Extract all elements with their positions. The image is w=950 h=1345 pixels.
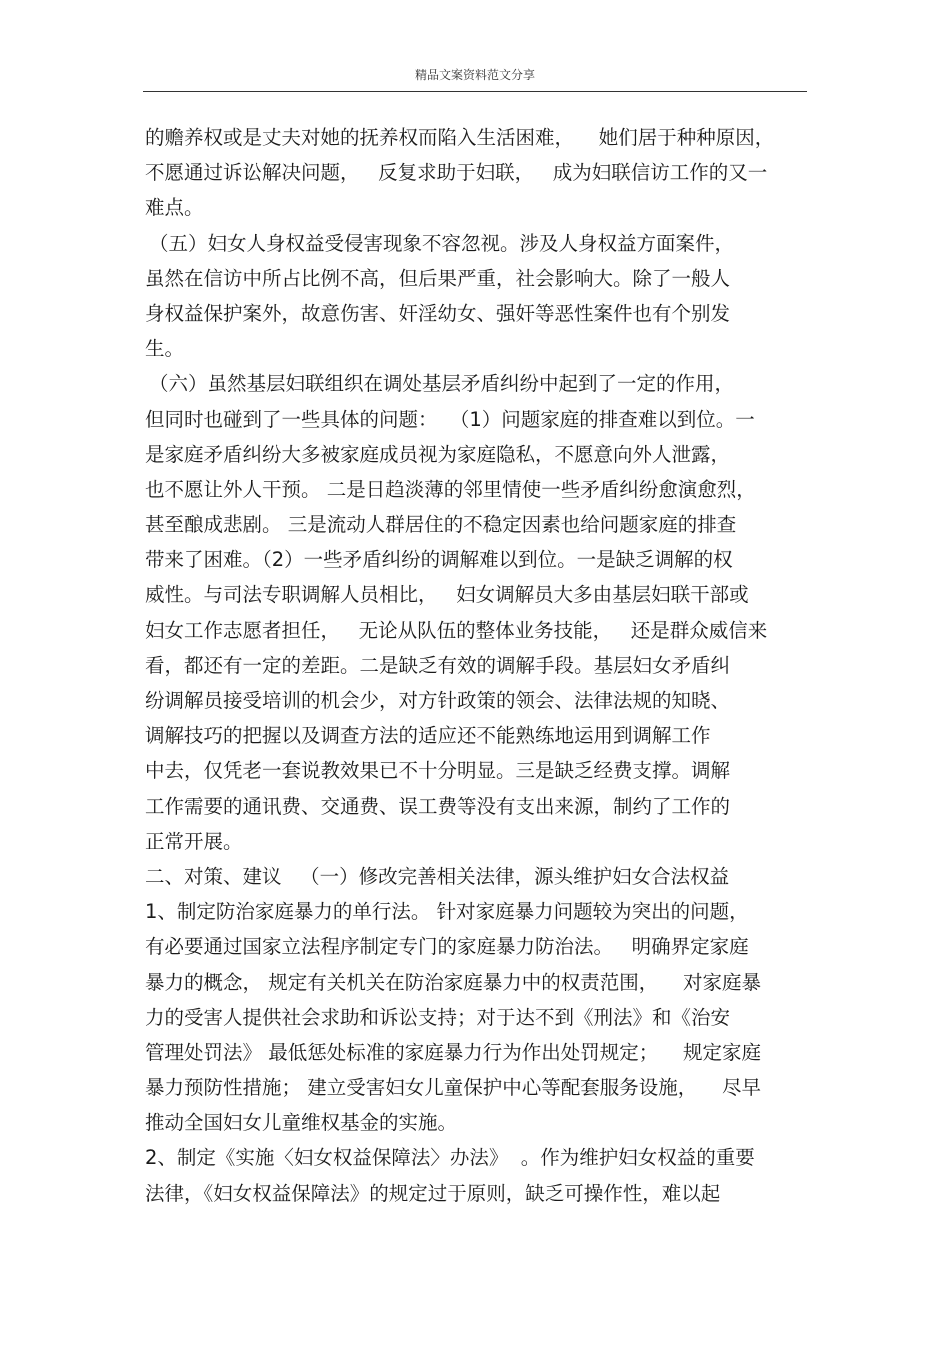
text-line: 工作需要的通讯费、交通费、误工费等没有支出来源，制约了工作的 bbox=[145, 794, 731, 818]
text-line: 管理处罚法》 最低惩处标准的家庭暴力行为作出处罚规定； 规定家庭 bbox=[145, 1040, 761, 1064]
text-line: 甚至酿成悲剧。 三是流动人群居住的不稳定因素也给问题家庭的排查 bbox=[145, 513, 737, 537]
text-line: 纷调解员接受培训的机会少，对方针政策的领会、法律法规的知晓、 bbox=[145, 689, 731, 712]
text-line: 也不愿让外人干预。 二是日趋淡薄的邻里情使一些矛盾纠纷愈演愈烈， bbox=[145, 477, 756, 501]
text-line: 带来了困难。（2）一些矛盾纠纷的调解难以到位。一是缺乏调解的权 bbox=[145, 548, 733, 572]
text-line: 正常开展。 bbox=[145, 829, 243, 853]
section-heading-line: （五）妇女人身权益受侵害现象不容忽视。涉及人身权益方面案件， bbox=[149, 231, 735, 255]
text-line: 但同时也碰到了一些具体的问题： （1）问题家庭的排查难以到位。一 bbox=[145, 407, 755, 431]
text-line: 的赡养权或是丈夫对她的抚养权而陷入生活困难， 她们居于种种原因， bbox=[145, 126, 775, 149]
text-line: 生。 bbox=[145, 337, 185, 361]
text-line: 中去，仅凭老一套说教效果已不十分明显。三是缺乏经费支撑。调解 bbox=[145, 759, 731, 783]
text-line: 法律，《妇女权益保障法》的规定过于原则，缺乏可操作性，难以起 bbox=[145, 1181, 721, 1205]
text-line: 暴力预防性措施； 建立受害妇女儿童保护中心等配套服务设施， 尽早 bbox=[145, 1076, 761, 1100]
text-line: 难点。 bbox=[145, 196, 204, 220]
text-line: 调解技巧的把握以及调查方法的适应还不能熟练地运用到调解工作 bbox=[145, 724, 711, 748]
text-line: 不愿通过诉讼解决问题， 反复求助于妇联， 成为妇联信访工作的又一 bbox=[145, 161, 768, 185]
text-line: 虽然在信访中所占比例不高，但后果严重，社会影响大。除了一般人 bbox=[145, 266, 731, 290]
text-line: 有必要通过国家立法程序制定专门的家庭暴力防治法。 明确界定家庭 bbox=[145, 935, 749, 959]
section-heading-line: （六）虽然基层妇联组织在调处基层矛盾纠纷中起到了一定的作用， bbox=[149, 372, 735, 396]
text-line: 威性。与司法专职调解人员相比， 妇女调解员大多由基层妇联干部或 bbox=[145, 583, 749, 607]
page-header: 精品文案资料范文分享 bbox=[414, 68, 535, 82]
text-line: 2、制定《实施〈妇女权益保障法〉办法》 。作为维护妇女权益的重要 bbox=[145, 1146, 755, 1170]
text-line: 暴力的概念， 规定有关机关在防治家庭暴力中的权责范围， 对家庭暴 bbox=[145, 970, 761, 994]
text-line: 力的受害人提供社会求助和诉讼支持；对于达不到《刑法》和《治安 bbox=[145, 1005, 731, 1029]
text-line: 身权益保护案外，故意伤害、奸淫幼女、强奸等恶性案件也有个别发 bbox=[145, 301, 731, 325]
text-line: 是家庭矛盾纠纷大多被家庭成员视为家庭隐私，不愿意向外人泄露， bbox=[145, 442, 731, 466]
text-line: 推动全国妇女儿童维权基金的实施。 bbox=[145, 1111, 458, 1135]
document-body bbox=[145, 120, 815, 1211]
text-line: 妇女工作志愿者担任， 无论从队伍的整体业务技能， 还是群众威信来 bbox=[145, 618, 768, 642]
header-divider bbox=[143, 91, 807, 92]
text-line: 1、制定防治家庭暴力的单行法。 针对家庭暴力问题较为突出的问题， bbox=[145, 900, 749, 924]
text-line: 看，都还有一定的差距。二是缺乏有效的调解手段。基层妇女矛盾纠 bbox=[145, 653, 731, 677]
section-heading-line: 二、对策、建议 （一）修改完善相关法律，源头维护妇女合法权益 bbox=[145, 864, 730, 888]
